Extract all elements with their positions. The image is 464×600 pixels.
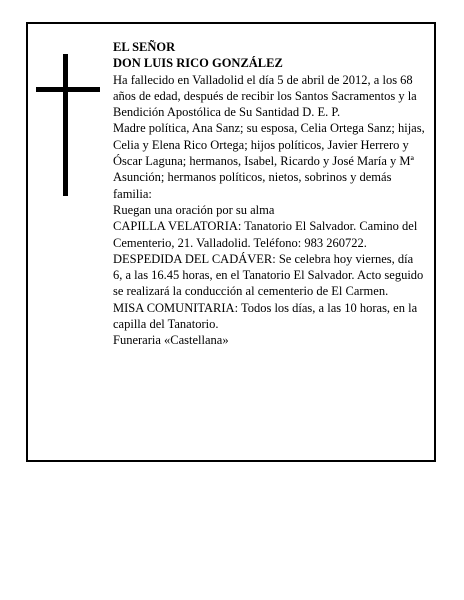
cross-icon <box>36 54 100 196</box>
farewell-info: DESPEDIDA DEL CADÁVER: Se celebra hoy viernes, día 6, a las 16.45 horas, en el Tanatorio El Salvador. Acto seguido se realizará la conducción al cementerio de El Carmen. <box>113 251 424 299</box>
community-mass-info: MISA COMUNITARIA: Todos los días, a las 10 horas, en la capilla del Tanatorio. <box>113 300 418 332</box>
funeral-home: Funeraria «Castellana» <box>113 333 229 348</box>
wake-chapel-info: CAPILLA VELATORIA: Tanatorio El Salvador. Camino del Cementerio, 21. Valladolid. Teléfono: 983 260722. <box>113 219 418 250</box>
deceased-name: DON LUIS RICO GONZÁLEZ <box>113 56 283 71</box>
obituary-title: EL SEÑOR <box>113 40 176 54</box>
death-announcement: Ha fallecido en Valladolid el día 5 de abril de 2012, a los 68 años de edad, después de recibir los Santos Sacramentos y la Bendición Apostólica de Su Santidad D. E. P. <box>113 72 417 120</box>
cross-vertical-bar <box>63 54 68 196</box>
family-list: Madre política, Ana Sanz; su esposa, Celia Ortega Sanz; hijas, Celia y Elena Rico Ortega; hijos políticos, Javier Herrero y Óscar Laguna; hermanos, Isabel, Ricardo y José María y Mª Asunción; hermanos políticos, nietos, sobrinos y demás familia: <box>113 121 425 201</box>
prayer-request: Ruegan una oración por su alma <box>113 202 275 217</box>
cross-horizontal-bar <box>36 87 100 92</box>
obituary-text <box>113 39 425 349</box>
